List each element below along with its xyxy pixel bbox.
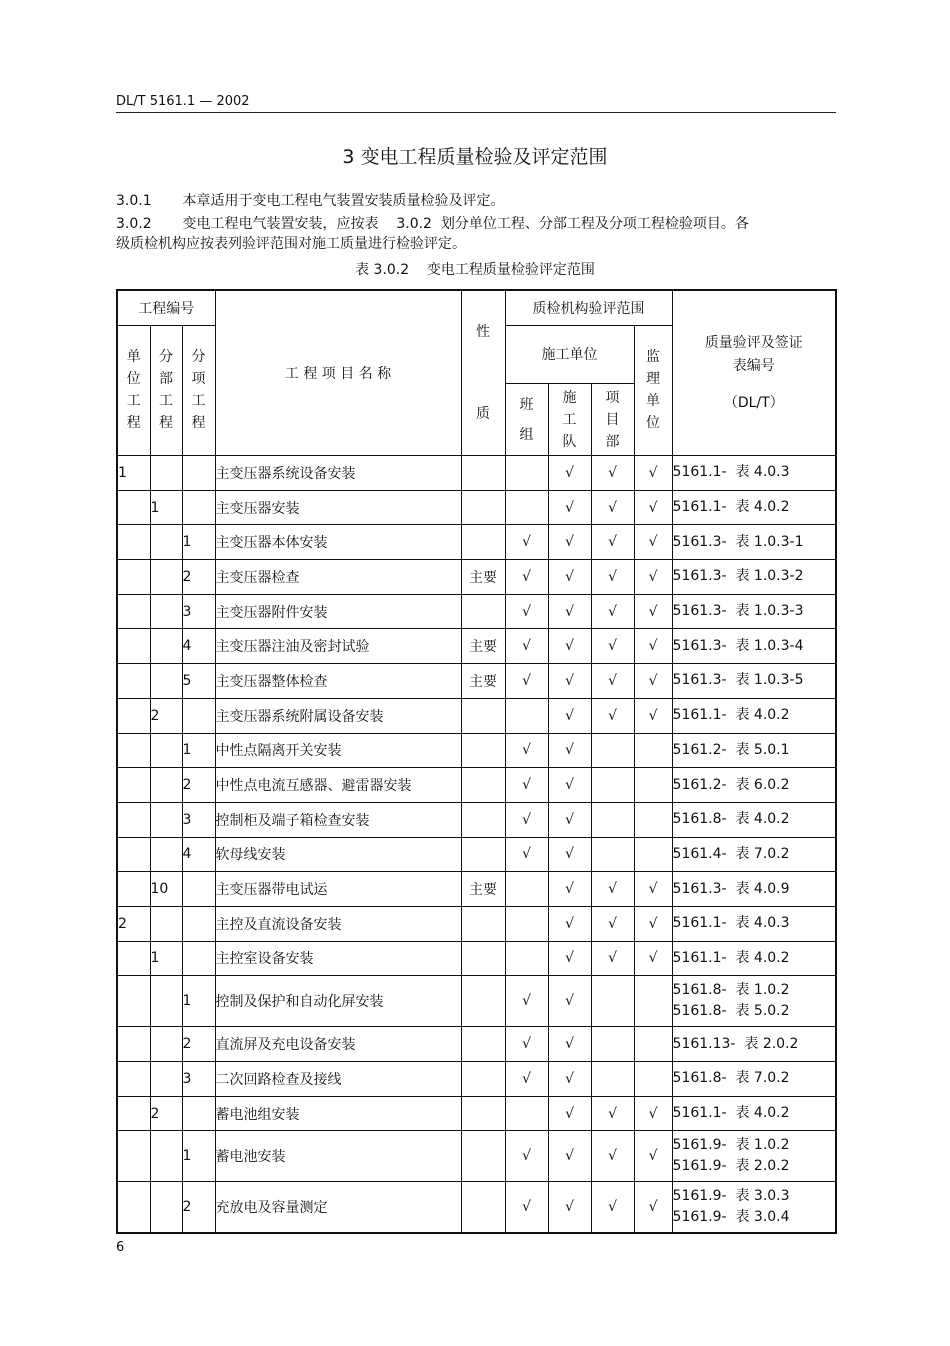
cell-project-name: 蓄电池安装 xyxy=(215,1131,461,1182)
cell-crew-check: √ xyxy=(548,456,591,491)
cell-sub-no xyxy=(150,1182,182,1234)
cell-item-no xyxy=(182,906,215,941)
cell-item-no: 4 xyxy=(182,629,215,664)
cell-sub-no xyxy=(150,456,182,491)
cell-form-numbers xyxy=(672,768,836,803)
cell-unit-no xyxy=(117,941,150,976)
cell-project-name: 主变压器本体安装 xyxy=(215,525,461,560)
cell-sub-no xyxy=(150,560,182,595)
cell-form-numbers xyxy=(672,698,836,733)
form-number: 5161.2- 表 6.0.2 xyxy=(672,776,790,793)
cell-sub-no: 1 xyxy=(150,941,182,976)
header-sub-project-text: 分部工程 xyxy=(159,349,173,432)
cell-dept-check: √ xyxy=(591,1182,634,1234)
header-code: DL/T 5161.1 — 2002 xyxy=(116,94,250,109)
header-nature-text: 性质 xyxy=(476,324,491,422)
cell-dept-check xyxy=(591,1027,634,1062)
cell-dept-check: √ xyxy=(591,629,634,664)
cell-crew-check: √ xyxy=(548,976,591,1027)
cell-item-no xyxy=(182,941,215,976)
cell-sub-no: 10 xyxy=(150,872,182,907)
cell-supervision-check: √ xyxy=(634,629,672,664)
cell-crew-check: √ xyxy=(548,1131,591,1182)
table-body xyxy=(117,456,836,1234)
cell-nature: 主要 xyxy=(461,664,505,699)
cell-sub-no xyxy=(150,976,182,1027)
cell-crew-check: √ xyxy=(548,872,591,907)
cell-item-no: 3 xyxy=(182,1062,215,1097)
cell-team-check: √ xyxy=(505,1131,548,1182)
cell-team-check: √ xyxy=(505,594,548,629)
cell-form-numbers xyxy=(672,456,836,491)
cell-supervision-check: √ xyxy=(634,941,672,976)
cell-supervision-check: √ xyxy=(634,525,672,560)
header-project-dept xyxy=(591,384,634,456)
cell-unit-no xyxy=(117,664,150,699)
cell-item-no: 4 xyxy=(182,837,215,872)
cell-supervision-check xyxy=(634,802,672,837)
cell-dept-check: √ xyxy=(591,941,634,976)
cell-nature xyxy=(461,1062,505,1097)
form-number: 5161.8- 表 1.0.2 xyxy=(672,982,790,999)
header-team xyxy=(505,384,548,456)
header-crew xyxy=(548,384,591,456)
cell-nature: 主要 xyxy=(461,560,505,595)
cell-dept-check: √ xyxy=(591,525,634,560)
cell-sub-no xyxy=(150,1027,182,1062)
table-row xyxy=(117,560,836,595)
cell-crew-check: √ xyxy=(548,906,591,941)
form-number: 5161.9- 表 3.0.4 xyxy=(672,1209,790,1226)
cell-sub-no: 1 xyxy=(150,490,182,525)
cell-project-name: 主变压器检查 xyxy=(215,560,461,595)
cell-sub-no xyxy=(150,768,182,803)
cell-project-name: 主变压器整体检查 xyxy=(215,664,461,699)
cell-supervision-check xyxy=(634,1062,672,1097)
cell-dept-check xyxy=(591,802,634,837)
cell-form-numbers xyxy=(672,560,836,595)
cell-crew-check: √ xyxy=(548,490,591,525)
header-project-name: 工 程 项 目 名 称 xyxy=(215,290,461,456)
cell-nature xyxy=(461,837,505,872)
cell-crew-check: √ xyxy=(548,560,591,595)
form-number: 5161.8- 表 4.0.2 xyxy=(672,811,790,828)
cell-crew-check: √ xyxy=(548,629,591,664)
table-row xyxy=(117,525,836,560)
cell-nature xyxy=(461,1027,505,1062)
cell-dept-check: √ xyxy=(591,456,634,491)
cell-project-name: 软母线安装 xyxy=(215,837,461,872)
cell-supervision-check: √ xyxy=(634,1131,672,1182)
cell-form-numbers xyxy=(672,1182,836,1234)
cell-crew-check: √ xyxy=(548,1062,591,1097)
cell-team-check: √ xyxy=(505,629,548,664)
cell-dept-check: √ xyxy=(591,490,634,525)
cell-nature xyxy=(461,490,505,525)
cell-crew-check: √ xyxy=(548,525,591,560)
cell-unit-no xyxy=(117,594,150,629)
cell-form-numbers xyxy=(672,837,836,872)
cell-supervision-check: √ xyxy=(634,698,672,733)
cell-sub-no xyxy=(150,906,182,941)
table-row xyxy=(117,698,836,733)
form-number: 5161.3- 表 1.0.3-4 xyxy=(672,637,804,654)
cell-project-name: 二次回路检查及接线 xyxy=(215,1062,461,1097)
header-form-no xyxy=(672,290,836,456)
cell-unit-no: 1 xyxy=(117,456,150,491)
cell-sub-no xyxy=(150,1131,182,1182)
cell-team-check xyxy=(505,456,548,491)
cell-form-numbers xyxy=(672,976,836,1027)
header-supervision xyxy=(634,325,672,456)
page-number: 6 xyxy=(116,1240,125,1255)
table-row xyxy=(117,490,836,525)
cell-crew-check: √ xyxy=(548,698,591,733)
header-project-dept-text: 项目部 xyxy=(605,389,620,450)
cell-unit-no xyxy=(117,733,150,768)
cell-dept-check: √ xyxy=(591,560,634,595)
table-row xyxy=(117,941,836,976)
cell-supervision-check xyxy=(634,976,672,1027)
paragraph-3-0-1 xyxy=(116,190,505,210)
cell-nature xyxy=(461,525,505,560)
cell-nature xyxy=(461,976,505,1027)
paragraph-text: 本章适用于变电工程电气装置安装质量检验及评定。 xyxy=(182,193,505,209)
cell-sub-no xyxy=(150,837,182,872)
cell-crew-check: √ xyxy=(548,1096,591,1131)
cell-dept-check: √ xyxy=(591,872,634,907)
cell-crew-check: √ xyxy=(548,1182,591,1234)
cell-project-name: 主变压器附件安装 xyxy=(215,594,461,629)
header-team-text: 班组 xyxy=(519,396,534,443)
cell-supervision-check: √ xyxy=(634,490,672,525)
cell-supervision-check xyxy=(634,1027,672,1062)
cell-team-check xyxy=(505,872,548,907)
cell-nature: 主要 xyxy=(461,629,505,664)
form-number: 5161.13- 表 2.0.2 xyxy=(672,1035,799,1052)
cell-unit-no xyxy=(117,1096,150,1131)
cell-crew-check: √ xyxy=(548,664,591,699)
cell-sub-no xyxy=(150,594,182,629)
quality-scope-table xyxy=(116,289,837,1234)
cell-nature xyxy=(461,733,505,768)
cell-sub-no xyxy=(150,1062,182,1097)
form-number: 5161.1- 表 4.0.2 xyxy=(672,499,790,516)
form-number: 5161.2- 表 5.0.1 xyxy=(672,741,790,758)
cell-supervision-check: √ xyxy=(634,872,672,907)
table-row xyxy=(117,733,836,768)
cell-project-name: 主控及直流设备安装 xyxy=(215,906,461,941)
cell-unit-no xyxy=(117,629,150,664)
table-row xyxy=(117,1027,836,1062)
cell-form-numbers xyxy=(672,490,836,525)
form-number: 5161.1- 表 4.0.2 xyxy=(672,707,790,724)
cell-dept-check xyxy=(591,976,634,1027)
table-row xyxy=(117,629,836,664)
cell-project-name: 蓄电池组安装 xyxy=(215,1096,461,1131)
paragraph-number: 3.0.1 xyxy=(116,193,152,209)
cell-project-name: 充放电及容量测定 xyxy=(215,1182,461,1234)
cell-team-check: √ xyxy=(505,525,548,560)
paragraph-text: 变电工程电气装置安装，应按表 3.0.2 划分单位工程、分部工程及分项工程检验项目。各 xyxy=(182,216,749,232)
form-number: 5161.3- 表 1.0.3-2 xyxy=(672,568,804,585)
header-crew-text: 施工队 xyxy=(562,389,577,450)
cell-unit-no xyxy=(117,872,150,907)
table-row xyxy=(117,664,836,699)
cell-unit-no xyxy=(117,1182,150,1234)
header-sub-project xyxy=(150,325,182,456)
cell-supervision-check: √ xyxy=(634,560,672,595)
cell-nature xyxy=(461,802,505,837)
header-unit-project xyxy=(117,325,150,456)
table-row xyxy=(117,976,836,1027)
cell-project-name: 中性点电流互感器、避雷器安装 xyxy=(215,768,461,803)
cell-unit-no xyxy=(117,768,150,803)
cell-form-numbers xyxy=(672,664,836,699)
cell-dept-check xyxy=(591,733,634,768)
table-row xyxy=(117,802,836,837)
header-item-project-text: 分项工程 xyxy=(191,349,206,432)
cell-team-check xyxy=(505,490,548,525)
cell-team-check: √ xyxy=(505,664,548,699)
table-row xyxy=(117,1096,836,1131)
cell-unit-no xyxy=(117,560,150,595)
cell-sub-no xyxy=(150,664,182,699)
cell-dept-check: √ xyxy=(591,594,634,629)
cell-team-check: √ xyxy=(505,1027,548,1062)
cell-nature xyxy=(461,906,505,941)
form-number: 5161.9- 表 3.0.3 xyxy=(672,1188,790,1205)
cell-project-name: 中性点隔离开关安装 xyxy=(215,733,461,768)
cell-supervision-check xyxy=(634,768,672,803)
form-no-line3: （DL/T） xyxy=(723,394,784,411)
cell-item-no xyxy=(182,872,215,907)
cell-dept-check xyxy=(591,768,634,803)
cell-nature xyxy=(461,594,505,629)
table-row xyxy=(117,1131,836,1182)
cell-project-name: 主变压器系统设备安装 xyxy=(215,456,461,491)
header-supervision-text: 监理单位 xyxy=(646,349,661,432)
page-title: 3 变电工程质量检验及评定范围 xyxy=(342,146,608,168)
table-row xyxy=(117,1062,836,1097)
cell-sub-no xyxy=(150,525,182,560)
header-construction-unit: 施工单位 xyxy=(505,325,634,384)
cell-item-no: 1 xyxy=(182,1131,215,1182)
cell-crew-check: √ xyxy=(548,941,591,976)
form-number: 5161.9- 表 1.0.2 xyxy=(672,1137,790,1154)
form-number: 5161.4- 表 7.0.2 xyxy=(672,845,790,862)
cell-unit-no xyxy=(117,976,150,1027)
cell-supervision-check xyxy=(634,837,672,872)
header-nature xyxy=(461,290,505,456)
cell-unit-no xyxy=(117,837,150,872)
cell-item-no: 2 xyxy=(182,1182,215,1234)
cell-sub-no xyxy=(150,802,182,837)
cell-dept-check: √ xyxy=(591,906,634,941)
table-row xyxy=(117,768,836,803)
cell-supervision-check: √ xyxy=(634,664,672,699)
cell-supervision-check: √ xyxy=(634,594,672,629)
cell-unit-no xyxy=(117,1062,150,1097)
cell-dept-check: √ xyxy=(591,698,634,733)
table-row xyxy=(117,1182,836,1234)
cell-supervision-check: √ xyxy=(634,1096,672,1131)
cell-crew-check: √ xyxy=(548,768,591,803)
header-unit-project-text: 单位工程 xyxy=(126,349,141,432)
cell-form-numbers xyxy=(672,941,836,976)
cell-unit-no xyxy=(117,490,150,525)
form-no-line2: 表编号 xyxy=(732,357,775,374)
form-number: 5161.3- 表 4.0.9 xyxy=(672,880,790,897)
cell-form-numbers xyxy=(672,872,836,907)
cell-project-name: 主变压器系统附属设备安装 xyxy=(215,698,461,733)
cell-item-no: 5 xyxy=(182,664,215,699)
cell-form-numbers xyxy=(672,1027,836,1062)
cell-sub-no: 2 xyxy=(150,698,182,733)
cell-item-no: 2 xyxy=(182,560,215,595)
form-number: 5161.8- 表 7.0.2 xyxy=(672,1070,790,1087)
cell-form-numbers xyxy=(672,733,836,768)
form-number: 5161.3- 表 1.0.3-1 xyxy=(672,533,804,550)
table-row xyxy=(117,594,836,629)
cell-dept-check: √ xyxy=(591,1096,634,1131)
cell-project-name: 主变压器安装 xyxy=(215,490,461,525)
form-number: 5161.9- 表 2.0.2 xyxy=(672,1158,790,1175)
cell-item-no xyxy=(182,490,215,525)
cell-supervision-check: √ xyxy=(634,456,672,491)
cell-team-check: √ xyxy=(505,1062,548,1097)
header-divider xyxy=(116,112,836,113)
cell-unit-no xyxy=(117,1027,150,1062)
table-caption: 表 3.0.2 变电工程质量检验评定范围 xyxy=(355,262,595,278)
cell-form-numbers xyxy=(672,1096,836,1131)
cell-item-no xyxy=(182,1096,215,1131)
form-number: 5161.1- 表 4.0.3 xyxy=(672,464,790,481)
form-number: 5161.3- 表 1.0.3-3 xyxy=(672,603,804,620)
cell-crew-check: √ xyxy=(548,802,591,837)
cell-form-numbers xyxy=(672,594,836,629)
cell-nature xyxy=(461,698,505,733)
form-number: 5161.1- 表 4.0.2 xyxy=(672,949,790,966)
form-number: 5161.1- 表 4.0.2 xyxy=(672,1105,790,1122)
cell-item-no xyxy=(182,456,215,491)
cell-form-numbers xyxy=(672,1062,836,1097)
cell-team-check xyxy=(505,698,548,733)
cell-team-check xyxy=(505,941,548,976)
cell-sub-no xyxy=(150,733,182,768)
table-row xyxy=(117,456,836,491)
cell-item-no: 1 xyxy=(182,733,215,768)
cell-item-no: 3 xyxy=(182,802,215,837)
cell-dept-check: √ xyxy=(591,1131,634,1182)
cell-sub-no: 2 xyxy=(150,1096,182,1131)
paragraph-3-0-2 xyxy=(116,213,749,233)
cell-item-no xyxy=(182,698,215,733)
cell-unit-no xyxy=(117,525,150,560)
cell-project-name: 主变压器注油及密封试验 xyxy=(215,629,461,664)
paragraph-3-0-2-continued: 级质检机构应按表列验评范围对施工质量进行检验评定。 xyxy=(116,236,466,252)
cell-team-check: √ xyxy=(505,560,548,595)
form-no-line1: 质量验评及签证 xyxy=(704,334,803,351)
cell-team-check: √ xyxy=(505,837,548,872)
cell-sub-no xyxy=(150,629,182,664)
form-number: 5161.8- 表 5.0.2 xyxy=(672,1003,790,1020)
cell-item-no: 1 xyxy=(182,525,215,560)
cell-team-check: √ xyxy=(505,802,548,837)
cell-team-check: √ xyxy=(505,1182,548,1234)
header-project-no: 工程编号 xyxy=(117,290,215,325)
cell-dept-check xyxy=(591,837,634,872)
form-number: 5161.3- 表 1.0.3-5 xyxy=(672,672,804,689)
table-row xyxy=(117,837,836,872)
paragraph-number: 3.0.2 xyxy=(116,216,152,232)
cell-unit-no xyxy=(117,698,150,733)
cell-project-name: 直流屏及充电设备安装 xyxy=(215,1027,461,1062)
cell-form-numbers xyxy=(672,802,836,837)
cell-crew-check: √ xyxy=(548,1027,591,1062)
cell-form-numbers xyxy=(672,525,836,560)
cell-unit-no xyxy=(117,802,150,837)
cell-nature xyxy=(461,1096,505,1131)
cell-nature xyxy=(461,768,505,803)
cell-team-check xyxy=(505,906,548,941)
cell-nature xyxy=(461,1182,505,1234)
cell-nature xyxy=(461,1131,505,1182)
cell-team-check xyxy=(505,1096,548,1131)
cell-item-no: 2 xyxy=(182,1027,215,1062)
header-item-project xyxy=(182,325,215,456)
cell-supervision-check: √ xyxy=(634,1182,672,1234)
form-number: 5161.1- 表 4.0.3 xyxy=(672,915,790,932)
cell-nature: 主要 xyxy=(461,872,505,907)
cell-supervision-check: √ xyxy=(634,906,672,941)
cell-team-check: √ xyxy=(505,733,548,768)
cell-unit-no: 2 xyxy=(117,906,150,941)
cell-crew-check: √ xyxy=(548,594,591,629)
cell-project-name: 主控室设备安装 xyxy=(215,941,461,976)
cell-team-check: √ xyxy=(505,976,548,1027)
cell-project-name: 主变压器带电试运 xyxy=(215,872,461,907)
cell-form-numbers xyxy=(672,629,836,664)
cell-item-no: 3 xyxy=(182,594,215,629)
cell-form-numbers xyxy=(672,906,836,941)
cell-project-name: 控制及保护和自动化屏安装 xyxy=(215,976,461,1027)
cell-item-no: 1 xyxy=(182,976,215,1027)
cell-nature xyxy=(461,456,505,491)
cell-team-check: √ xyxy=(505,768,548,803)
cell-crew-check: √ xyxy=(548,837,591,872)
cell-dept-check xyxy=(591,1062,634,1097)
cell-dept-check: √ xyxy=(591,664,634,699)
table-row xyxy=(117,906,836,941)
cell-nature xyxy=(461,941,505,976)
cell-supervision-check xyxy=(634,733,672,768)
table-row xyxy=(117,872,836,907)
cell-unit-no xyxy=(117,1131,150,1182)
cell-form-numbers xyxy=(672,1131,836,1182)
header-scope: 质检机构验评范围 xyxy=(505,290,672,325)
cell-project-name: 控制柜及端子箱检查安装 xyxy=(215,802,461,837)
cell-crew-check: √ xyxy=(548,733,591,768)
cell-item-no: 2 xyxy=(182,768,215,803)
